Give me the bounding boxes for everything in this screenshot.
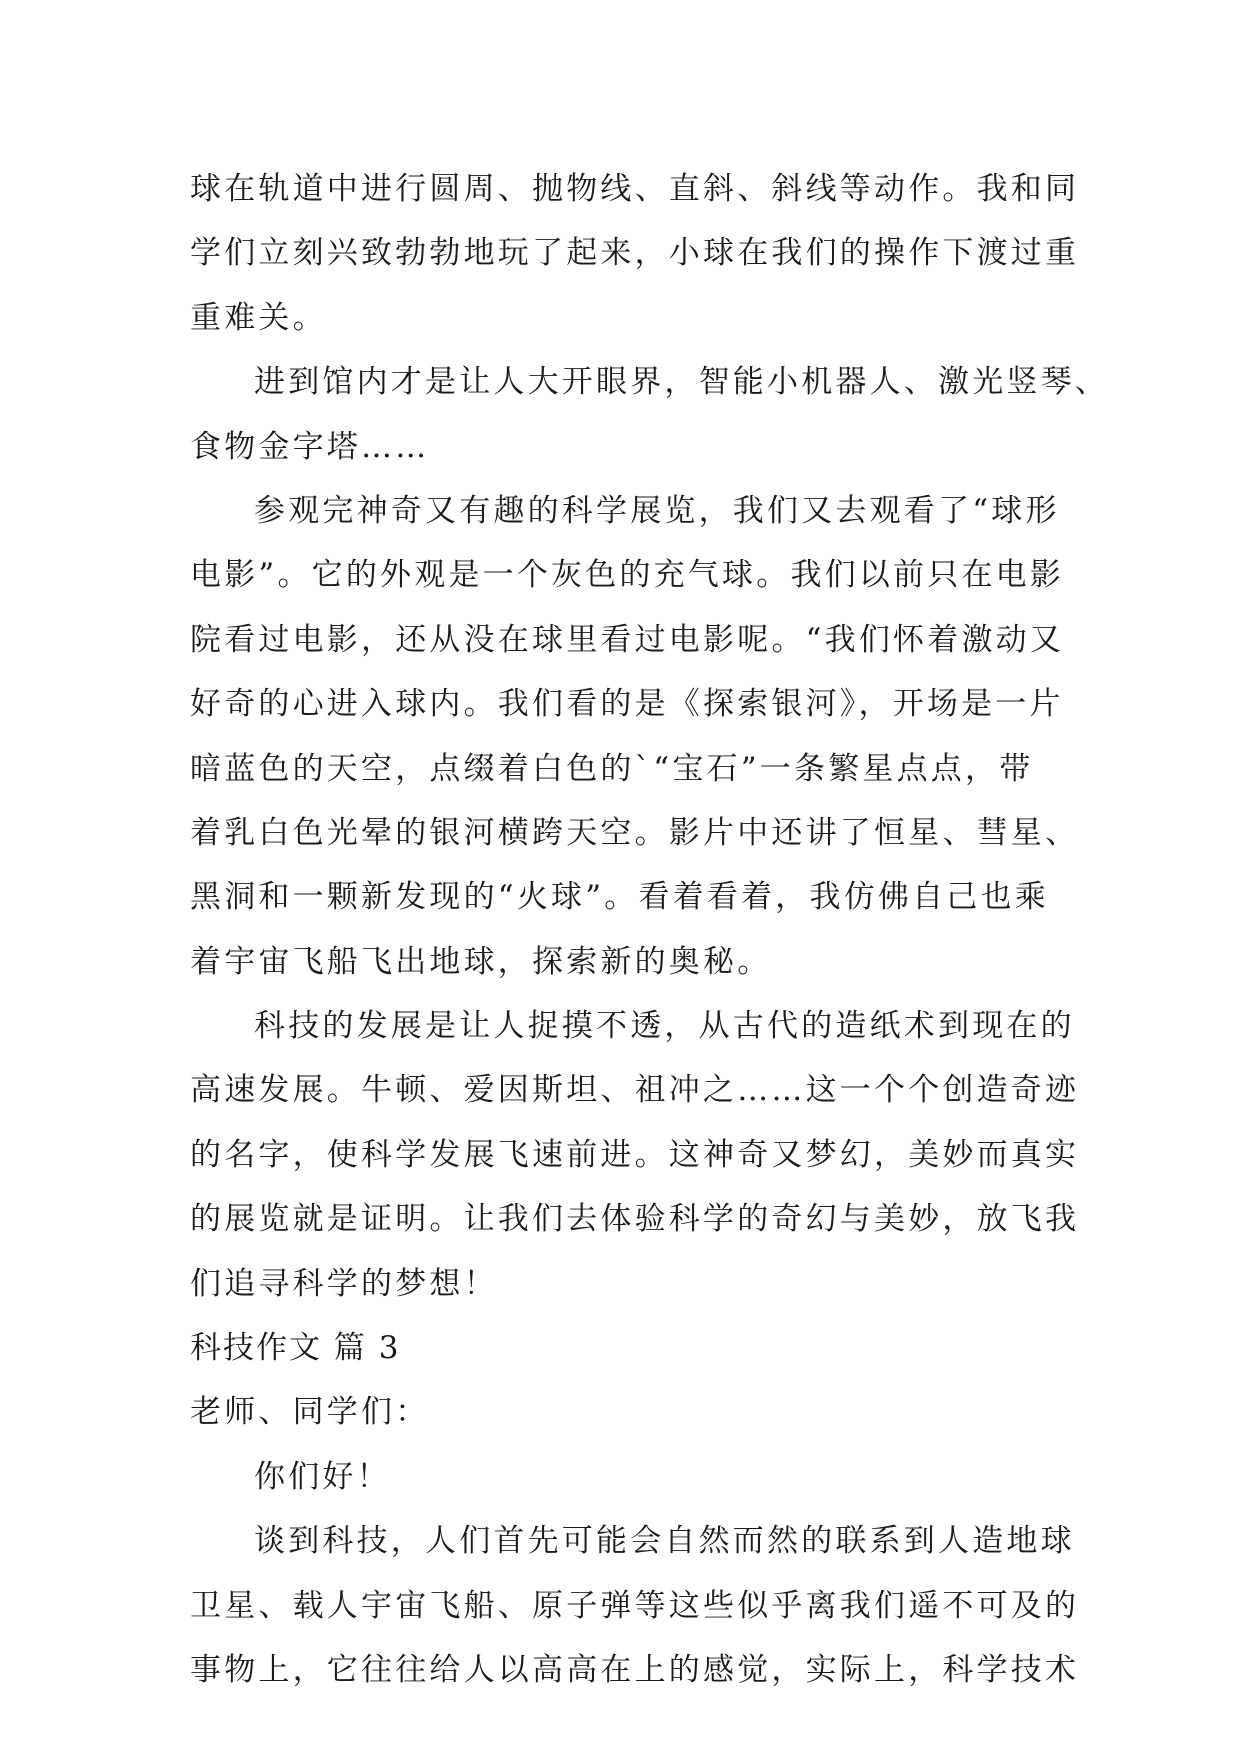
text-line: 的名字，使科学发展飞速前进。这神奇又梦幻，美妙而真实 bbox=[190, 1136, 1080, 1173]
text-line: 们追寻科学的梦想！ bbox=[190, 1265, 498, 1302]
text-line: 老师、同学们： bbox=[190, 1394, 430, 1431]
text-line: 球在轨道中进行圆周、抛物线、直斜、斜线等动作。我和同 bbox=[190, 171, 1080, 207]
text-line: 的展览就是证明。让我们去体验科学的奇幻与美妙，放飞我 bbox=[190, 1201, 1080, 1238]
text-line: 高速发展。牛顿、爱因斯坦、祖冲之……这一个个创造奇迹 bbox=[190, 1072, 1080, 1109]
text-line: 卫星、载人宇宙飞船、原子弹等这些似乎离我们遥不可及的 bbox=[190, 1587, 1080, 1624]
text-line: 电影”。它的外观是一个灰色的充气球。我们以前只在电影 bbox=[190, 557, 1065, 594]
text-line: 你们好！ bbox=[254, 1458, 391, 1495]
section-heading: 科技作文 篇 3 bbox=[190, 1330, 401, 1367]
text-line: 食物金字塔…… bbox=[190, 428, 430, 465]
text-line: 事物上，它往往给人以高高在上的感觉，实际上，科学技术 bbox=[190, 1651, 1080, 1688]
essay-body bbox=[190, 157, 1109, 1702]
text-line: 科技的发展是让人捉摸不透，从古代的造纸术到现在的 bbox=[254, 1008, 1075, 1045]
text-line: 好奇的心进入球内。我们看的是《探索银河》，开场是一片 bbox=[190, 686, 1064, 723]
text-line: 着宇宙飞船飞出地球，探索新的奥秘。 bbox=[190, 943, 772, 980]
text-line: 参观完神奇又有趣的科学展览，我们又去观看了“球形 bbox=[254, 492, 1060, 529]
text-line: 着乳白色光晕的银河横跨天空。影片中还讲了恒星、彗星、 bbox=[190, 814, 1080, 851]
text-line: 学们立刻兴致勃勃地玩了起来，小球在我们的操作下渡过重 bbox=[190, 235, 1080, 272]
text-line: 暗蓝色的天空，点缀着白色的`“宝石”一条繁星点点，带 bbox=[190, 750, 1034, 787]
text-line: 院看过电影，还从没在球里看过电影呢。“我们怀着激动又 bbox=[190, 621, 1065, 658]
text-line: 黑洞和一颗新发现的“火球”。看着看着，我仿佛自己也乘 bbox=[190, 879, 1049, 916]
text-line: 重难关。 bbox=[190, 299, 327, 336]
text-line: 谈到科技，人们首先可能会自然而然的联系到人造地球 bbox=[254, 1523, 1075, 1560]
text-line: 进到馆内才是让人大开眼界，智能小机器人、激光竖琴、 bbox=[254, 364, 1109, 401]
